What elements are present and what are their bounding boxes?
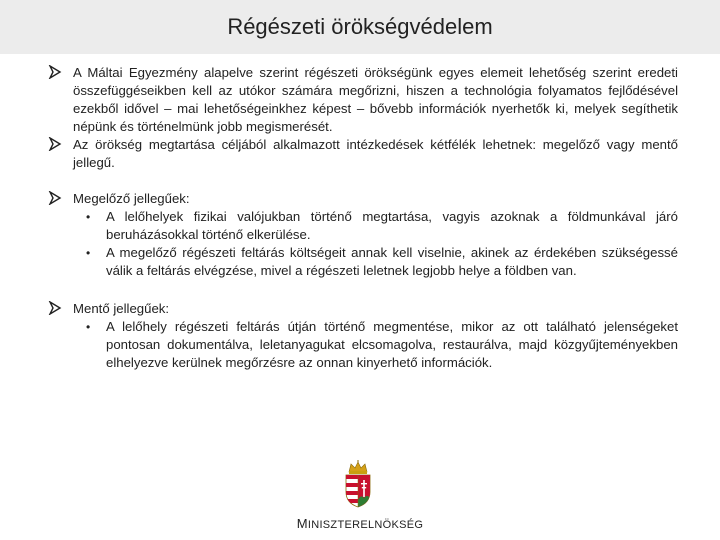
- title-bar: [0, 0, 720, 54]
- list-item-preventive-2: [48, 244, 678, 280]
- slide-title: Régészeti örökségvédelem: [227, 14, 493, 39]
- preventive-text-2: A megelőző régészeti feltárás költségeit annak kell viselnie, akinek az érdekében szükségessé válik a feltárás elvégzése, mivel a régészeti leletnek legjobb helye a földben van.: [106, 245, 678, 278]
- arrow-bullet-icon: [48, 301, 62, 315]
- dot-bullet-icon: •: [86, 210, 91, 224]
- dot-bullet-icon: •: [86, 320, 91, 334]
- rescue-text-1: A lelőhely régészeti feltárás útján történő megmentése, mikor az ott található jelenségeket pontosan dokumentálva, leletanyagukat elcsomagolva, restaurálva, majd közgyűjteményekben elhelyezve kerülnek megőrzésre az onnan kinyerhető információk.: [106, 319, 678, 370]
- rescue-heading: Mentő jellegűek:: [73, 301, 170, 316]
- list-item-preventive-1: [48, 208, 678, 244]
- arrow-bullet-icon: [48, 191, 62, 205]
- dot-bullet-icon: •: [86, 246, 91, 260]
- preventive-heading: Megelőző jellegűek:: [73, 191, 190, 206]
- list-item-intro-1: [48, 64, 678, 136]
- hungarian-coat-of-arms-icon: [342, 460, 374, 508]
- list-item-preventive-heading: [48, 190, 678, 208]
- list-item-rescue-1: [48, 318, 678, 372]
- arrow-bullet-icon: [48, 137, 62, 151]
- organization-name: [0, 516, 720, 531]
- intro-text-2: Az örökség megtartása céljából alkalmazott intézkedések kétfélék lehetnek: megelőző vagy mentő jellegű.: [73, 137, 678, 170]
- list-item-rescue-heading: [48, 300, 678, 318]
- list-item-intro-2: [48, 136, 678, 172]
- arrow-bullet-icon: [48, 65, 62, 79]
- preventive-text-1: A lelőhelyek fizikai valójukban történő megtartása, vagyis azoknak a földmunkával járó beruházásokkal történő elkerülése.: [106, 209, 678, 242]
- intro-text-1: A Máltai Egyezmény alapelve szerint régészeti örökségünk egyes elemeit lehetőség szerint eredeti összefüggéseikben kell az utókor számára megőrizni, hiszen a technológia folyamatos fejlődésével ezekből idővel – mai lehetőségeinkhez képest – bővebb információk nyerhetők ki, melyek segíthetik népünk és történelmünk jobb megismerését.: [73, 65, 678, 134]
- organization-name-rest: INISZTERELNÖKSÉG: [307, 519, 424, 531]
- organization-name-initial: M: [296, 516, 308, 531]
- slide-body: [48, 64, 678, 372]
